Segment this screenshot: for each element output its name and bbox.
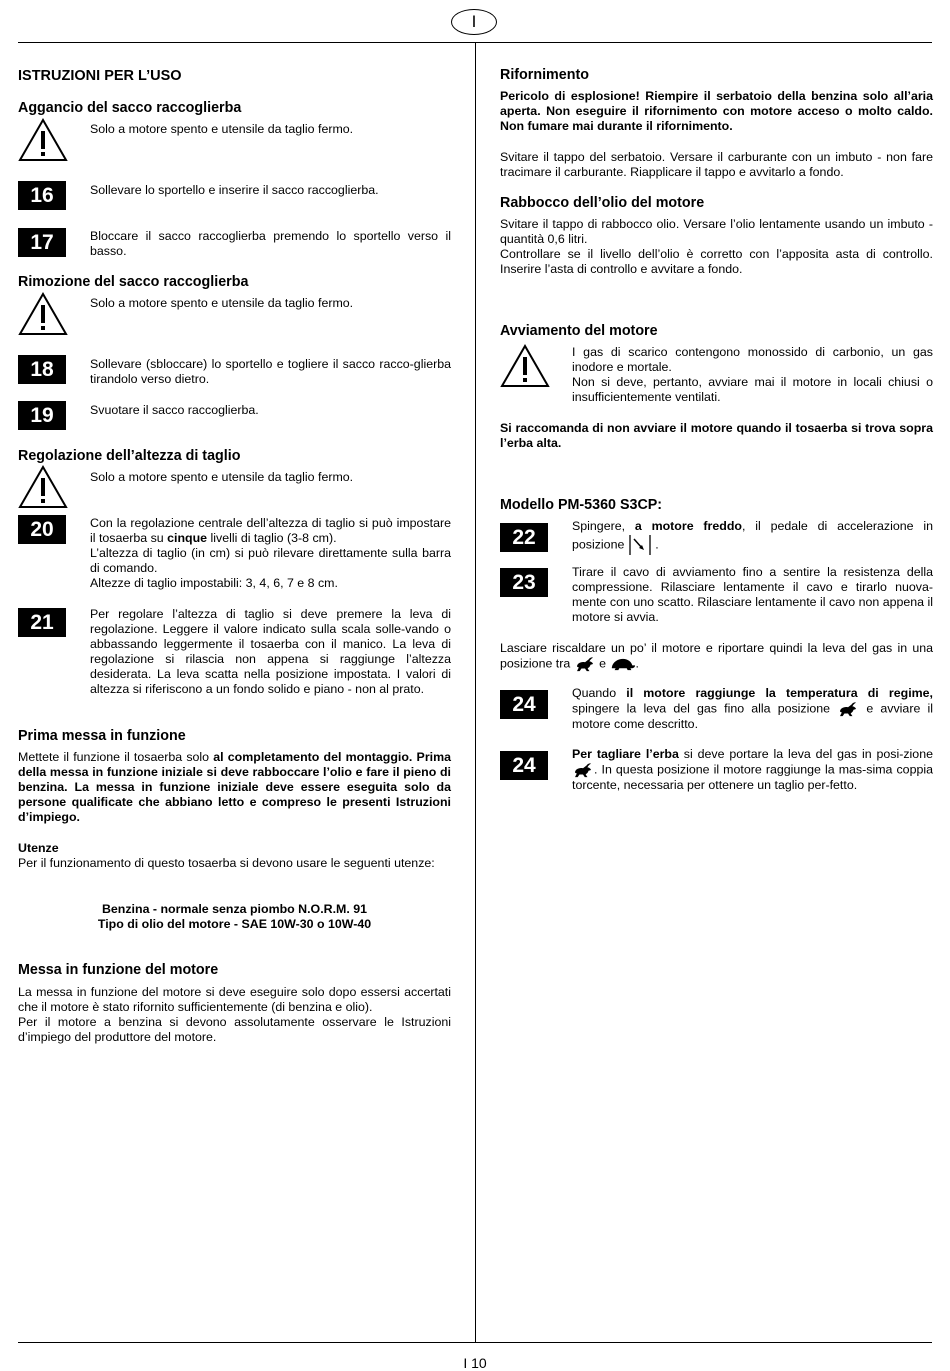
step-number-19: 19 bbox=[18, 401, 66, 430]
step-24a-text: Quando il motore raggiunge la temperatura di regime, spingere la leva del gas fino alla posizione e avviare il motore come descritto. bbox=[572, 686, 933, 731]
refueling-danger-text: Pericolo di esplosione! Riempire il serbatoio della benzina solo all’aria aperta. Non eseguire il rifornimento con motore acceso o molto caldo. Non fumare mai durante il rifornimento. bbox=[500, 89, 933, 133]
step-24b-text: Per tagliare l’erba si deve portare la leva del gas in posi-zione . In questa posizione il motore raggiunge la mas-sima coppia torcente, necessaria per ottenere un taglio per-fetto. bbox=[572, 747, 933, 792]
fuel-spec: Benzina - normale senza piombo N.O.R.M. 91 bbox=[101, 902, 368, 916]
right-column bbox=[500, 0, 933, 1340]
warning-text: Solo a motore spento e utensile da taglio fermo. bbox=[90, 296, 354, 310]
warmup-text: Lasciare riscaldare un po’ il motore e riportare quindi la leva del gas in una posizione tra e . bbox=[500, 641, 933, 671]
section-title-remove-bag: Rimozione del sacco raccoglierba bbox=[18, 274, 249, 290]
bottom-rule bbox=[18, 1342, 932, 1343]
first-use-text: Mettete il funzione il tosaerba solo al completamento del montaggio. Prima della messa in funzione iniziale si deve rabboccare l’olio e fare il pieno di benzina. La messa in funzione iniziale deve essere eseguita solo da persone qualificate che abbiano letto e compreso le presenti Istruzioni d’impiego. bbox=[18, 750, 451, 824]
warning-triangle-icon bbox=[18, 292, 68, 336]
step-20-text: Con la regolazione centrale dell’altezza di taglio si può impostare il tosaerba su cinque livelli di taglio (3-8 cm). L’altezza di taglio (in cm) si può rilevare direttamente sulla barra di comando. Altezze di taglio impostabili: 3, 4, 6, 7 e 8 cm. bbox=[90, 516, 451, 590]
warning-triangle-icon bbox=[18, 465, 68, 509]
step-21-text: Per regolare l’altezza di taglio si deve premere la leva di regolazione. Leggere il valore indicato sulla scala solle-vando o abbassando leggermente il tosaerba con il manico. La leva di regolazione si rilascia non appena si raggiunge l’altezza desiderata. La leva scatta nella posizione impostata. I valori di altezza si riferiscono a un fondo solido e piano - non al prato. bbox=[90, 607, 451, 696]
column-divider bbox=[475, 42, 476, 1342]
utenze-text: Per il funzionamento di questo tosaerba si devono usare le seguenti utenze: bbox=[18, 856, 435, 870]
warning-text: Solo a motore spento e utensile da taglio fermo. bbox=[90, 470, 354, 484]
step-23-text: Tirare il cavo di avviamento fino a sentire la resistenza della compressione. Rilasciare lentamente il cavo e tirarlo nuova-mente con uno scatto. Rilasciare lentamente il cavo non appena il motore si avvia. bbox=[572, 565, 933, 624]
section-title-oil-refill: Rabbocco dell’olio del motore bbox=[500, 195, 705, 211]
step-22-text: Spingere, a motore freddo, il pedale di accelerazione in posizione . bbox=[572, 519, 933, 556]
step-number-22: 22 bbox=[500, 523, 548, 552]
oil-spec: Tipo di olio del motore - SAE 10W-30 o 10W-40 bbox=[97, 917, 372, 931]
warning-text: Solo a motore spento e utensile da taglio fermo. bbox=[90, 122, 354, 136]
step-number-21: 21 bbox=[18, 608, 66, 637]
rabbit-icon bbox=[574, 656, 596, 672]
section-title-model: Modello PM-5360 S3CP: bbox=[500, 497, 663, 513]
left-column bbox=[18, 0, 451, 1340]
step-16-text: Sollevare lo sportello e inserire il sacco raccoglierba. bbox=[90, 183, 379, 197]
refueling-text: Svitare il tappo del serbatoio. Versare il carburante con un imbuto - non fare tracimare il carburante. Riapplicare il tappo e avvitarlo a fondo. bbox=[500, 150, 933, 179]
step-number-24: 24 bbox=[500, 751, 548, 780]
section-title-first-use: Prima messa in funzione bbox=[18, 728, 186, 744]
step-17-text: Bloccare il sacco raccoglierba premendo lo sportello verso il basso. bbox=[90, 229, 451, 258]
section-title-engine-start: Messa in funzione del motore bbox=[18, 962, 219, 978]
exhaust-warning-text: I gas di scarico contengono monossido di carbonio, un gas inodore e mortale. Non si deve, pertanto, avviare mai il motore in locali chiusi o insufficientemente ventilati. bbox=[572, 345, 933, 404]
rabbit-icon bbox=[572, 762, 594, 778]
oil-refill-text: Svitare il tappo di rabbocco olio. Versare l’olio lentamente usando un imbuto - quantità 0,6 litri. Controllare se il livello dell’olio è corretto con l’apposita asta di controllo. Inserire l’asta di controllo e avvitare a fondo. bbox=[500, 217, 933, 276]
step-number-16: 16 bbox=[18, 181, 66, 210]
step-number-18: 18 bbox=[18, 355, 66, 384]
section-title-refueling: Rifornimento bbox=[500, 67, 589, 83]
language-badge: I bbox=[451, 9, 497, 35]
page-number: I 10 bbox=[463, 1355, 487, 1371]
step-number-20: 20 bbox=[18, 515, 66, 544]
rabbit-icon bbox=[837, 701, 859, 717]
step-number-17: 17 bbox=[18, 228, 66, 257]
main-title: ISTRUZIONI PER L’USO bbox=[18, 68, 182, 84]
engine-start-text: La messa in funzione del motore si deve eseguire solo dopo essersi accertati che il motore è stato rifornito sufficientemente (di benzina e olio). Per il motore a benzina si devono assolutamente osservare le Istruzioni d’impiego del produttore del motore. bbox=[18, 985, 451, 1044]
utenze-title: Utenze bbox=[18, 841, 59, 855]
step-18-text: Sollevare (sbloccare) lo sportello e togliere il sacco racco-glierba tirandolo verso dietro. bbox=[90, 357, 451, 386]
warning-triangle-icon bbox=[500, 344, 550, 388]
section-title-cutting-height: Regolazione dell’altezza di taglio bbox=[18, 448, 241, 464]
tall-grass-warning: Si raccomanda di non avviare il motore quando il tosaerba si trova sopra l’erba alta. bbox=[500, 421, 933, 450]
section-title-attach-bag: Aggancio del sacco raccoglierba bbox=[18, 100, 242, 116]
warning-triangle-icon bbox=[18, 118, 68, 162]
choke-icon bbox=[628, 534, 652, 556]
step-number-24: 24 bbox=[500, 690, 548, 719]
step-number-23: 23 bbox=[500, 568, 548, 597]
turtle-icon bbox=[610, 658, 636, 671]
section-title-engine-startup: Avviamento del motore bbox=[500, 323, 658, 339]
step-19-text: Svuotare il sacco raccoglierba. bbox=[90, 403, 259, 417]
